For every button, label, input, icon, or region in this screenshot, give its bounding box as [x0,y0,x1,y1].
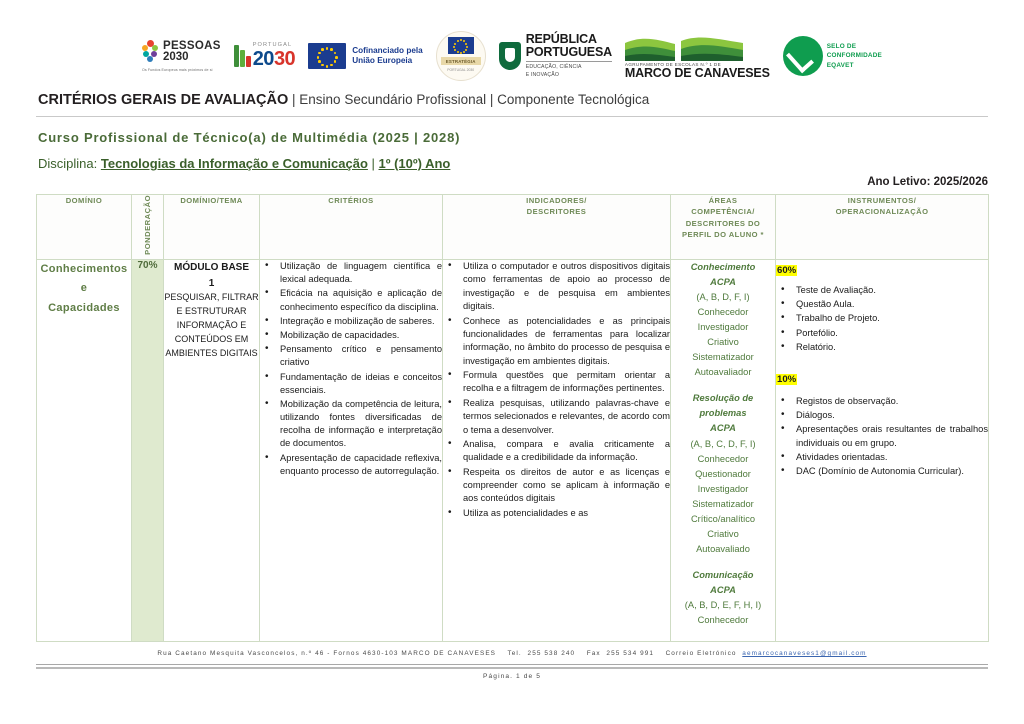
footer-address-line [0,650,1024,657]
portugal-2030-big-right: 30 [273,47,296,70]
cell-criterios [260,260,443,642]
table-header-row [37,195,989,260]
eqavet-line3: EQAVET [826,61,854,69]
eqavet-line2: CONFORMIDADE [826,52,883,60]
tema-body: PESQUISAR, FILTRAR E ESTRUTURAR INFORMAÇÃO E CONTEÚDOS EM AMBIENTES DIGITAIS [164,292,259,358]
discipline-line [38,156,450,171]
check-mark-icon [783,36,823,76]
agrupamento-line2: MARCO DE CANAVESES [624,66,770,81]
cell-dominio-tema [164,260,260,642]
acpa-descriptor: Criativo [707,528,739,539]
republica-line2: PORTUGUESA [525,45,612,60]
cell-instrumentos [776,260,989,642]
list-item: • Respeita os direitos de autor e as licenças e compreender como se aplicam à informação e aos conteúdos digitais [461,466,670,506]
acpa-descriptor: Conhecedor [697,615,749,626]
agrupamento-escolas-logo [625,31,770,80]
spacer [671,557,775,568]
list-item: • Formula questões que permitam orientar a recolha e a filtragem de informações pertinentes. [461,369,670,396]
pessoas-logo-line2: 2030 [162,51,189,63]
discipline-label: Disciplina: [38,156,101,171]
estrategia-seal-band: ESTRATÉGIA [441,57,481,65]
school-year: Ano Letivo: 2025/2026 [867,176,988,188]
acpa-title-line2: ACPA [710,584,736,595]
list-item: • Trabalho de Projeto. [794,312,988,325]
acpa-descriptor: Conhecedor [697,453,749,464]
list-item: • Apresentação de capacidade reflexiva, enquanto processo de autorregulação. [278,452,442,478]
pessoas-logo-line1: PESSOAS [162,39,221,52]
estrategia-seal-foot: PORTUGAL 2030 [447,68,475,72]
tema-title-line2: 1 [208,277,215,289]
acpa-descriptor: Criativo [707,337,739,348]
selo-eqavet-logo [783,36,882,76]
column-header-instrumentos-l2: OPERACIONALIZAÇÃO [835,207,929,217]
acpa-descriptor: Autoavaliador [694,367,752,378]
list-item: • Diálogos. [794,409,988,422]
criteria-table [36,194,989,642]
acpa-codes: (A, B, D, F, I) [696,292,750,303]
list-item: • Pensamento crítico e pensamento criativo [278,343,442,369]
weight-badge-60: 60% [777,265,797,276]
cell-areas-competencia [671,260,776,642]
column-header-dominio-tema: DOMÍNIO/TEMA [164,195,260,260]
column-header-areas [671,195,776,260]
acpa-codes: (A, B, C, D, F, I) [690,438,756,449]
acpa-title-line3: ACPA [710,423,736,434]
dominio-line3: Capacidades [48,301,120,314]
list-item: • Portefólio. [794,327,988,340]
eu-logo-line2: União Europeia [352,56,413,65]
dominio-line1: Conhecimentos [40,263,128,275]
eqavet-line1: SELO DE [826,43,857,51]
list-item: • Utiliza as potencialidades e as [461,507,670,520]
acpa-block [671,568,775,628]
hills-icon [625,31,743,61]
list-item: • Mobilização de capacidades. [278,329,442,342]
list-item: • Atividades orientadas. [794,451,988,464]
spacer [776,355,988,369]
footer-email-label: Correio Eletrónico [665,650,737,657]
column-header-areas-l1: ÁREAS [708,196,738,205]
pessoas-logo-sub: Os Fundos Europeus mais próximos de si [141,68,213,72]
acpa-title-line1: Comunicação [692,569,754,580]
eu-cofinancing-logo [308,43,423,69]
list-item: • Questão Aula. [794,298,988,311]
page-title-bold: CRITÉRIOS GERAIS DE AVALIAÇÃO [38,92,289,108]
footer-fax: 255 534 991 [606,650,655,657]
republica-line1: REPÚBLICA [525,32,597,47]
list-item: • Utilização de linguagem científica e lexical adequada. [278,260,442,286]
spacer [671,380,775,391]
column-header-instrumentos-l1: INSTRUMENTOS/ [847,196,917,205]
acpa-descriptor: Investigador [697,322,749,333]
instrumentos-group [776,260,988,354]
acpa-descriptor: Autoavaliado [696,543,750,554]
instrumentos-list-10 [776,395,988,478]
list-item: • Utiliza o computador e outros dispositivos digitais como ferramentas de apoio ao processo de investigação e de pesquisa em ambientes digitais. [461,260,670,314]
list-item: • Apresentações orais resultantes de trabalhos individuais ou em grupo. [794,423,988,449]
list-item: • Mobilização da competência de leitura, utilizando fontes diversificadas de recolha de informação e interpretação de documentos. [278,398,442,451]
footer-fax-label: Fax [586,650,601,657]
eu-logo-line1: Cofinanciado pela [352,45,423,55]
page-title [38,92,649,108]
republica-portuguesa-logo [499,33,612,79]
footer-divider-2 [36,667,988,669]
acpa-descriptor: Questionador [695,468,751,479]
list-item: • Analisa, compara e avalia criticamente a qualidade e a credibilidade da informação. [461,438,670,465]
portugal-2030-small: PORTUGAL [252,42,293,49]
acpa-title-line2: problemas [699,408,747,419]
cell-indicadores [443,260,671,642]
column-header-areas-l3: DESCRITORES DO [685,218,761,228]
discipline-separator: | [367,156,379,171]
instrumentos-group [776,369,988,478]
column-header-areas-l2: COMPETÊNCIA/ [691,207,755,217]
acpa-title-line2: ACPA [710,277,736,288]
acpa-title-line1: Resolução de [692,393,754,404]
footer-phone: 255 538 240 [527,650,576,657]
portugal-bars-icon [234,45,251,67]
column-header-areas-l4: PERFIL DO ALUNO * [682,230,764,240]
acpa-block [671,391,775,557]
acpa-codes: (A, B, D, E, F, H, I) [684,599,762,610]
list-item: • Realiza pesquisas, utilizando palavras-chave e termos selecionados e relevantes, de acordo com o tema a desenvolver. [461,397,670,437]
column-header-indicadores-l1: INDICADORES/ [526,196,587,205]
agrupamento-line1: AGRUPAMENTO DE ESCOLAS N.º 1 DE [624,62,721,68]
list-item: • Registos de observação. [794,395,988,408]
eu-flag-small-icon [448,37,474,54]
portugal-2030-logo [234,43,296,69]
footer-divider-1 [36,664,988,665]
portugal-shield-icon [499,42,521,70]
indicadores-list [443,260,670,520]
column-header-ponderacao [132,195,164,260]
header-logo-bar [0,22,1024,90]
page-title-rest: | Ensino Secundário Profissional | Componente Tecnológica [288,92,650,107]
discipline-value: Tecnologias da Informação e Comunicação [100,156,368,171]
footer-address: Rua Caetano Mesquita Vasconcelos, n.º 46 - Fornos 4630-103 MARCO DE CANAVESES [157,650,497,657]
acpa-block [671,260,775,380]
portugal-2030-big-left: 20 [252,47,274,70]
flower-icon [142,40,159,64]
table-row [37,260,989,642]
list-item: • Conhece as potencialidades e as principais funcionalidades de ferramentas para localizar informação, no âmbito do processo de pesquisa e investigação em ambientes digitais. [461,315,670,369]
eu-flag-icon [308,43,346,69]
course-name: Curso Profissional de Técnico(a) de Multimédia (2025 | 2028) [38,130,461,145]
pessoas-2030-logo [142,40,221,72]
acpa-descriptor: Crítico/analítico [690,513,756,524]
republica-sub1: EDUCAÇÃO, CIÊNCIA [525,64,582,71]
instrumentos-list-60 [776,284,988,354]
list-item: • Fundamentação de ideias e conceitos essenciais. [278,371,442,397]
tema-title-line1: MÓDULO BASE [174,262,249,273]
column-header-indicadores-l2: DESCRITORES [526,207,587,217]
cell-dominio [37,260,132,642]
footer-phone-label: Tel. [507,650,522,657]
list-item: • DAC (Domínio de Autonomia Curricular). [794,465,988,478]
list-item: • Eficácia na aquisição e aplicação de conhecimento específico da disciplina. [278,287,442,313]
column-header-criterios: CRITÉRIOS [260,195,443,260]
footer-page-number: Página. 1 de 5 [483,673,541,680]
weight-badge-10: 10% [777,373,797,385]
estrategia-seal-logo [436,31,486,81]
column-header-indicadores [443,195,671,260]
acpa-descriptor: Conhecedor [697,307,749,318]
acpa-descriptor: Investigador [697,483,749,494]
acpa-title-line1: Conhecimento [690,262,756,272]
list-item: • Integração e mobilização de saberes. [278,315,442,328]
cell-ponderacao: 70% [132,260,164,642]
list-item: • Relatório. [794,341,988,354]
discipline-year: 1º (10º) Ano [378,156,451,171]
footer-email-link[interactable]: aemarcocanaveses1@gmail.com [742,650,867,657]
column-header-ponderacao-label: PONDERAÇÃO [142,195,152,255]
criterios-list [260,260,442,478]
title-divider [36,116,988,117]
republica-sub2: E INOVAÇÃO [525,71,560,78]
dominio-line2: e [80,282,88,295]
acpa-descriptor: Sistematizador [692,352,754,363]
column-header-instrumentos [776,195,989,260]
list-item: • Teste de Avaliação. [794,284,988,297]
acpa-descriptor: Sistematizador [692,498,754,509]
column-header-dominio: DOMÍNIO [37,195,132,260]
